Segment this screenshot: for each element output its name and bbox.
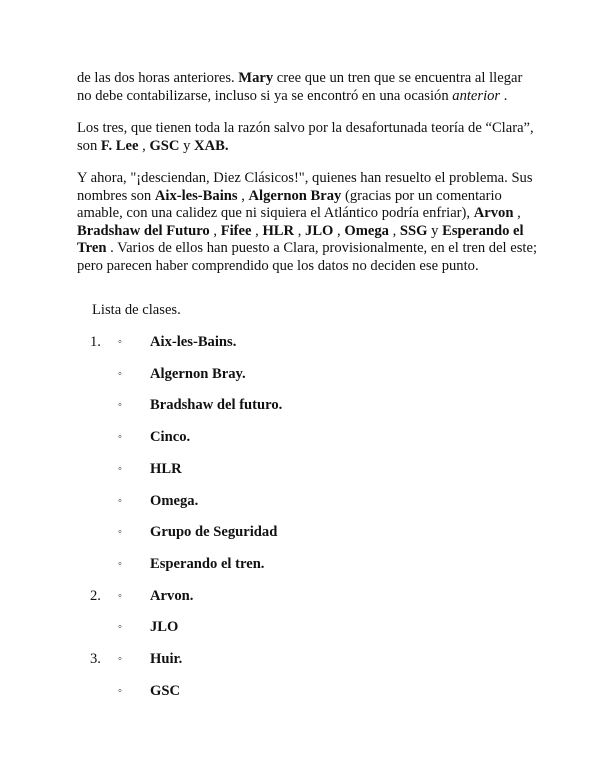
bullet-icon: ◦ xyxy=(118,367,122,380)
bullet-icon: ◦ xyxy=(118,557,122,570)
list-item xyxy=(0,588,600,606)
list-caption: Lista de clases. xyxy=(92,302,181,318)
name-arvon: Arvon xyxy=(473,205,514,221)
list-item xyxy=(0,397,600,415)
list-number: 2. xyxy=(90,587,101,604)
list-item-label: Algernon Bray. xyxy=(150,365,246,382)
list-item xyxy=(0,683,600,701)
name-xab: XAB. xyxy=(194,137,229,154)
bullet-icon: ◦ xyxy=(118,653,122,665)
list-item xyxy=(0,524,600,542)
list-item xyxy=(0,429,600,447)
name-f-lee: F. Lee xyxy=(100,137,139,154)
bullet-icon: ◦ xyxy=(118,431,122,444)
bullet-icon: ◦ xyxy=(118,462,122,475)
name-gsc: GSC xyxy=(149,137,180,154)
bullet-icon: ◦ xyxy=(118,621,122,634)
paragraph-2: Los tres, que tienen toda la razón salvo por la desafortunada teoría de “Clara”, son F. Lee , GSC y XAB. xyxy=(77,120,534,154)
name-esperando-el-tren: Esperando el Tren xyxy=(77,222,524,256)
document-body xyxy=(77,70,537,275)
name-aix-les-bains: Aix-les-Bains xyxy=(154,187,238,204)
name-jlo: JLO xyxy=(305,222,334,239)
list-item xyxy=(0,556,600,574)
name-ssg: SSG xyxy=(399,222,428,239)
list-item-label: HLR xyxy=(150,460,182,477)
paragraph-1: de las dos horas anteriores. Mary cree que un tren que se encuentra al llegar no debe contabilizarse, incluso si ya se encontró en una ocasión anterior . xyxy=(77,70,523,104)
name-fifee: Fifee xyxy=(220,222,252,239)
bullet-icon: ◦ xyxy=(118,684,122,697)
name-omega: Omega xyxy=(344,222,389,239)
bullet-icon: ◦ xyxy=(118,336,122,348)
list-item xyxy=(0,619,600,637)
list-item-label: GSC xyxy=(150,682,181,699)
list-item xyxy=(0,651,600,669)
paragraph-3: Y ahora, "¡desciendan, Diez Clásicos!", quienes han resuelto el problema. Sus nombres son Aix-les-Bains , Algernon Bray (gracias por un comentario amable, con una calidez que ni siquiera el Atlántico podría enfriar), Arvon , Bradshaw del Futuro , Fifee , HLR , JLO , Omega , SSG y Esperando el Tren . Varios de ellos han puesto a Clara, provisionalmente, en el tren del este; pero parecen haber comprendido que los datos no deciden ese punto. xyxy=(77,170,537,274)
name-hlr: HLR xyxy=(262,222,295,239)
list-number: 1. xyxy=(90,334,101,350)
list-item-label: Esperando el tren. xyxy=(150,555,265,572)
list-item-label: JLO xyxy=(150,619,179,636)
list-item-label: Aix-les-Bains. xyxy=(150,334,237,350)
name-mary: Mary xyxy=(238,70,274,86)
bullet-icon: ◦ xyxy=(118,494,122,507)
name-algernon-bray: Algernon Bray xyxy=(248,187,342,204)
list-item-label: Huir. xyxy=(150,651,183,667)
name-bradshaw: Bradshaw del Futuro xyxy=(77,222,210,239)
list-item xyxy=(0,366,600,384)
list-item xyxy=(0,493,600,511)
list-item-label: Grupo de Seguridad xyxy=(150,524,278,541)
list-item-label: Bradshaw del futuro. xyxy=(150,397,283,414)
bullet-icon: ◦ xyxy=(118,399,122,412)
list-item xyxy=(0,334,600,352)
list-number: 3. xyxy=(90,651,101,667)
list-item-label: Arvon. xyxy=(150,587,194,604)
word-anterior: anterior xyxy=(452,87,501,104)
list-item-label: Cinco. xyxy=(150,429,191,446)
list-item-label: Omega. xyxy=(150,492,199,509)
list-item xyxy=(0,461,600,479)
bullet-icon: ◦ xyxy=(118,589,122,602)
bullet-icon: ◦ xyxy=(118,526,122,539)
